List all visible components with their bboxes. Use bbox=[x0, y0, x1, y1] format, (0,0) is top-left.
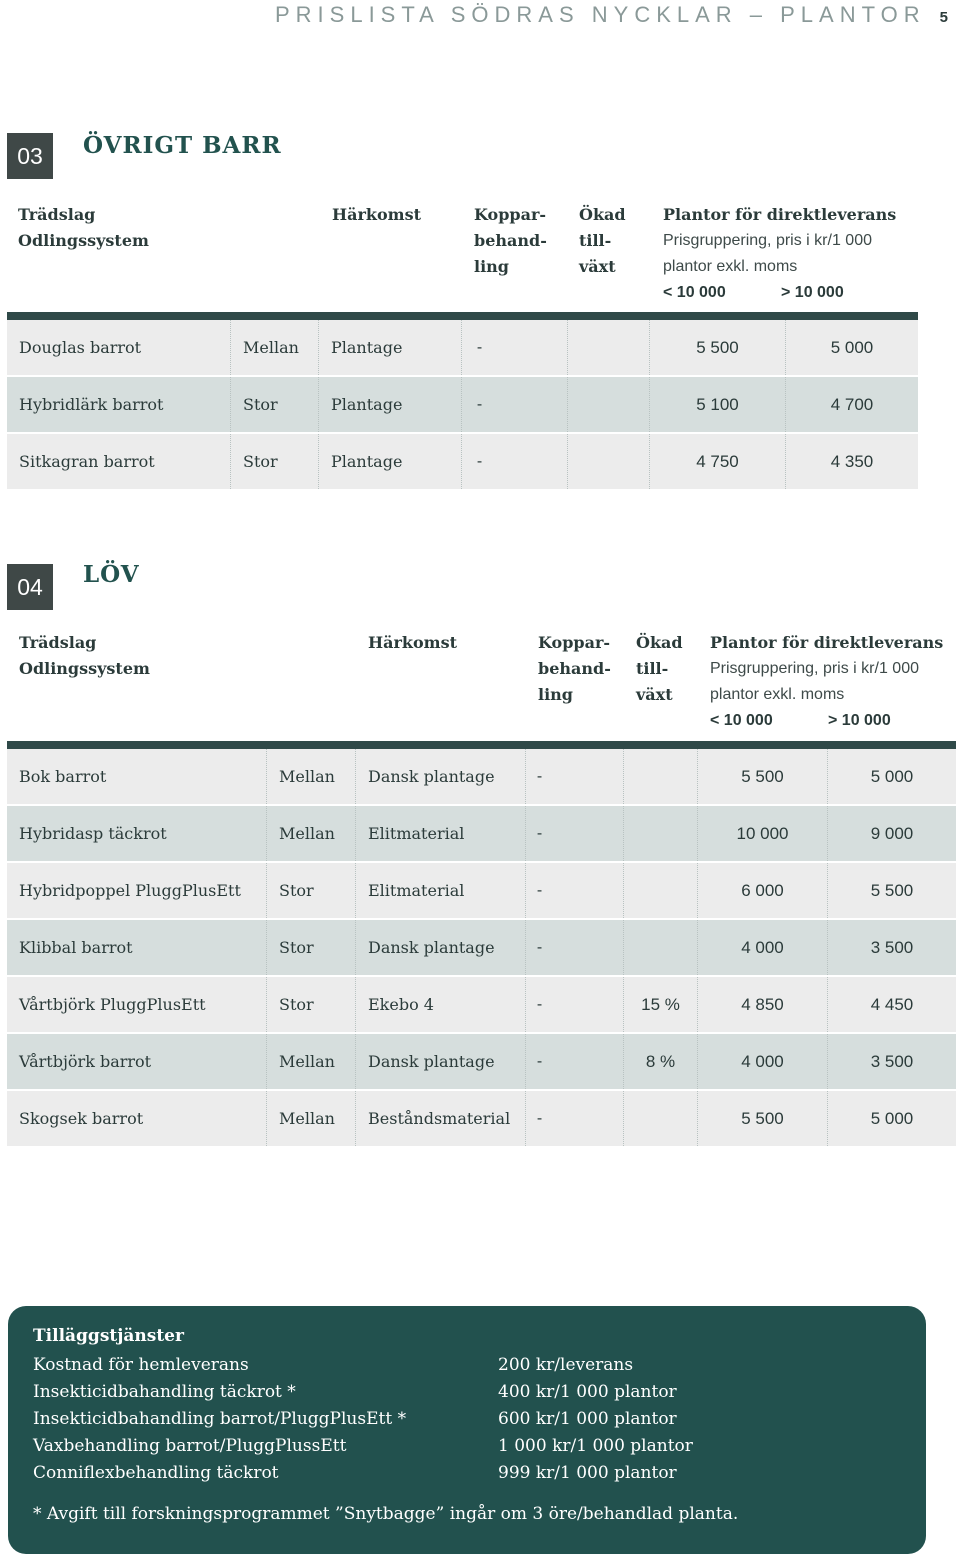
col-header-plantor: Plantor för direktleverans Prisgruppering, pris i kr/1 000 plantor exkl. moms < 10 000 > 10 000 bbox=[663, 202, 896, 306]
service-item bbox=[33, 1351, 693, 1378]
cell-price-lt: 5 100 bbox=[650, 377, 786, 432]
cell-koppar: - bbox=[526, 920, 624, 975]
service-price: 200 kr/leverans bbox=[498, 1354, 634, 1375]
cell-price-gt: 5 000 bbox=[870, 1108, 914, 1128]
cell-origin: Beståndsmaterial bbox=[356, 1091, 526, 1146]
cell-species: Hybridlärk barrot bbox=[7, 377, 231, 432]
services-footnote: * Avgift till forskningsprogrammet ”Snytbagge” ingår om 3 öre/behandlad planta. bbox=[33, 1504, 739, 1524]
cell-koppar: - bbox=[526, 863, 624, 918]
cell-size: Stor bbox=[267, 977, 356, 1032]
table-top-bar bbox=[7, 312, 918, 320]
cell-price-gt: 5 000 bbox=[830, 337, 874, 357]
cell-origin: Plantage bbox=[319, 320, 462, 375]
cell-price-lt: 5 500 bbox=[698, 749, 828, 804]
cell-size: Stor bbox=[231, 377, 319, 432]
cell-price-lt: 10 000 bbox=[698, 806, 828, 861]
cell-species: Vårtbjörk PluggPlusEtt bbox=[7, 977, 267, 1032]
cell-price-lt: 4 000 bbox=[698, 920, 828, 975]
table-row bbox=[7, 918, 956, 975]
col-header-okad: Ökad till- växt bbox=[579, 205, 626, 276]
cell-price-gt: 4 350 bbox=[830, 451, 874, 471]
table-top-bar bbox=[7, 741, 956, 749]
table-row bbox=[7, 804, 956, 861]
cell-okad bbox=[568, 377, 650, 432]
cell-species: Sitkagran barrot bbox=[7, 434, 231, 489]
cell-size: Mellan bbox=[267, 806, 356, 861]
cell-price-lt: 4 850 bbox=[698, 977, 828, 1032]
table-row bbox=[7, 749, 956, 804]
table-row bbox=[7, 861, 956, 918]
services-list bbox=[33, 1351, 693, 1486]
cell-price-gt: 9 000 bbox=[870, 823, 914, 843]
cell-species: Hybridasp täckrot bbox=[7, 806, 267, 861]
cell-okad bbox=[624, 863, 698, 918]
cell-origin: Dansk plantage bbox=[356, 749, 526, 804]
cell-price-lt: 4 750 bbox=[650, 434, 786, 489]
cell-okad bbox=[568, 320, 650, 375]
cell-price-gt: 3 500 bbox=[870, 1051, 914, 1071]
col-header-koppar: Koppar- behand- ling bbox=[538, 633, 611, 704]
col-header-lt: < 10 000 bbox=[710, 712, 773, 729]
cell-species: Bok barrot bbox=[7, 749, 267, 804]
col-header-koppar: Koppar- behand- ling bbox=[474, 205, 547, 276]
cell-koppar: - bbox=[526, 1034, 624, 1089]
cell-species: Skogsek barrot bbox=[7, 1091, 267, 1146]
service-item bbox=[33, 1459, 693, 1486]
col-header-harkomst: Härkomst bbox=[368, 633, 457, 652]
col-header-tradslag: Trädslag Odlingssystem bbox=[19, 633, 150, 678]
cell-price-gt: 5 500 bbox=[870, 880, 914, 900]
running-title: PRISLISTA SÖDRAS NYCKLAR – PLANTOR bbox=[274, 2, 926, 27]
services-title: Tilläggstjänster bbox=[33, 1326, 184, 1346]
col-header-harkomst: Härkomst bbox=[332, 205, 421, 224]
cell-origin: Elitmaterial bbox=[356, 806, 526, 861]
cell-size: Stor bbox=[267, 863, 356, 918]
service-price: 999 kr/1 000 plantor bbox=[498, 1462, 677, 1483]
service-item bbox=[33, 1432, 693, 1459]
cell-price-lt: 4 000 bbox=[698, 1034, 828, 1089]
cell-species: Vårtbjörk barrot bbox=[7, 1034, 267, 1089]
price-table-lov bbox=[7, 741, 956, 1146]
cell-size: Mellan bbox=[231, 320, 319, 375]
cell-size: Stor bbox=[231, 434, 319, 489]
cell-origin: Elitmaterial bbox=[356, 863, 526, 918]
service-price: 1 000 kr/1 000 plantor bbox=[498, 1435, 693, 1456]
cell-species: Klibbal barrot bbox=[7, 920, 267, 975]
cell-okad bbox=[568, 434, 650, 489]
service-label: Conniflexbehandling täckrot bbox=[33, 1462, 279, 1483]
cell-origin: Dansk plantage bbox=[356, 920, 526, 975]
col-header-tradslag: Trädslag Odlingssystem bbox=[18, 205, 149, 250]
section-number-badge: 04 bbox=[7, 564, 53, 610]
cell-species: Hybridpoppel PluggPlusEtt bbox=[7, 863, 267, 918]
cell-koppar: - bbox=[526, 749, 624, 804]
col-header-gt: > 10 000 bbox=[828, 712, 891, 729]
service-item bbox=[33, 1378, 693, 1405]
table-row bbox=[7, 432, 918, 489]
cell-species: Douglas barrot bbox=[7, 320, 231, 375]
cell-price-lt: 5 500 bbox=[650, 320, 786, 375]
additional-services-box bbox=[8, 1306, 926, 1554]
cell-okad bbox=[624, 749, 698, 804]
cell-size: Mellan bbox=[267, 1034, 356, 1089]
cell-koppar: - bbox=[526, 977, 624, 1032]
service-price: 400 kr/1 000 plantor bbox=[498, 1381, 677, 1402]
col-header-lt: < 10 000 bbox=[663, 284, 726, 301]
cell-size: Mellan bbox=[267, 1091, 356, 1146]
service-price: 600 kr/1 000 plantor bbox=[498, 1408, 677, 1429]
service-label: Vaxbehandling barrot/PluggPlussEtt bbox=[33, 1435, 347, 1456]
service-label: Insekticidbahandling täckrot * bbox=[33, 1381, 296, 1402]
table-row bbox=[7, 1089, 956, 1146]
price-table-ovrigt-barr bbox=[7, 312, 918, 489]
cell-okad bbox=[624, 1091, 698, 1146]
cell-price-gt: 3 500 bbox=[870, 937, 914, 957]
cell-origin: Dansk plantage bbox=[356, 1034, 526, 1089]
cell-price-lt: 6 000 bbox=[698, 863, 828, 918]
cell-okad bbox=[624, 920, 698, 975]
service-item bbox=[33, 1405, 693, 1432]
cell-koppar: - bbox=[526, 806, 624, 861]
section-title: ÖVRIGT BARR bbox=[83, 132, 282, 159]
cell-okad: 15 % bbox=[624, 977, 698, 1032]
cell-koppar: - bbox=[462, 434, 568, 489]
section-number-badge: 03 bbox=[7, 133, 53, 179]
cell-okad bbox=[624, 806, 698, 861]
cell-koppar: - bbox=[462, 377, 568, 432]
cell-price-lt: 5 500 bbox=[698, 1091, 828, 1146]
col-header-plantor: Plantor för direktleverans Prisgruppering, pris i kr/1 000 plantor exkl. moms < 10 000 > 10 000 bbox=[710, 630, 943, 734]
table-row bbox=[7, 975, 956, 1032]
col-header-okad: Ökad till- växt bbox=[636, 633, 683, 704]
col-header-gt: > 10 000 bbox=[781, 284, 844, 301]
cell-okad: 8 % bbox=[624, 1034, 698, 1089]
table-row bbox=[7, 375, 918, 432]
cell-origin: Ekebo 4 bbox=[356, 977, 526, 1032]
service-label: Kostnad för hemleverans bbox=[33, 1354, 249, 1375]
cell-price-gt: 4 450 bbox=[870, 994, 914, 1014]
section-title: LÖV bbox=[83, 561, 140, 588]
cell-koppar: - bbox=[462, 320, 568, 375]
page-number: 5 bbox=[939, 9, 948, 26]
table-row bbox=[7, 1032, 956, 1089]
service-label: Insekticidbahandling barrot/PluggPlusEtt * bbox=[33, 1408, 407, 1429]
running-header bbox=[275, 2, 948, 28]
cell-size: Mellan bbox=[267, 749, 356, 804]
table-row bbox=[7, 320, 918, 375]
cell-size: Stor bbox=[267, 920, 356, 975]
cell-koppar: - bbox=[526, 1091, 624, 1146]
cell-price-gt: 5 000 bbox=[870, 766, 914, 786]
cell-price-gt: 4 700 bbox=[830, 394, 874, 414]
cell-origin: Plantage bbox=[319, 434, 462, 489]
cell-origin: Plantage bbox=[319, 377, 462, 432]
